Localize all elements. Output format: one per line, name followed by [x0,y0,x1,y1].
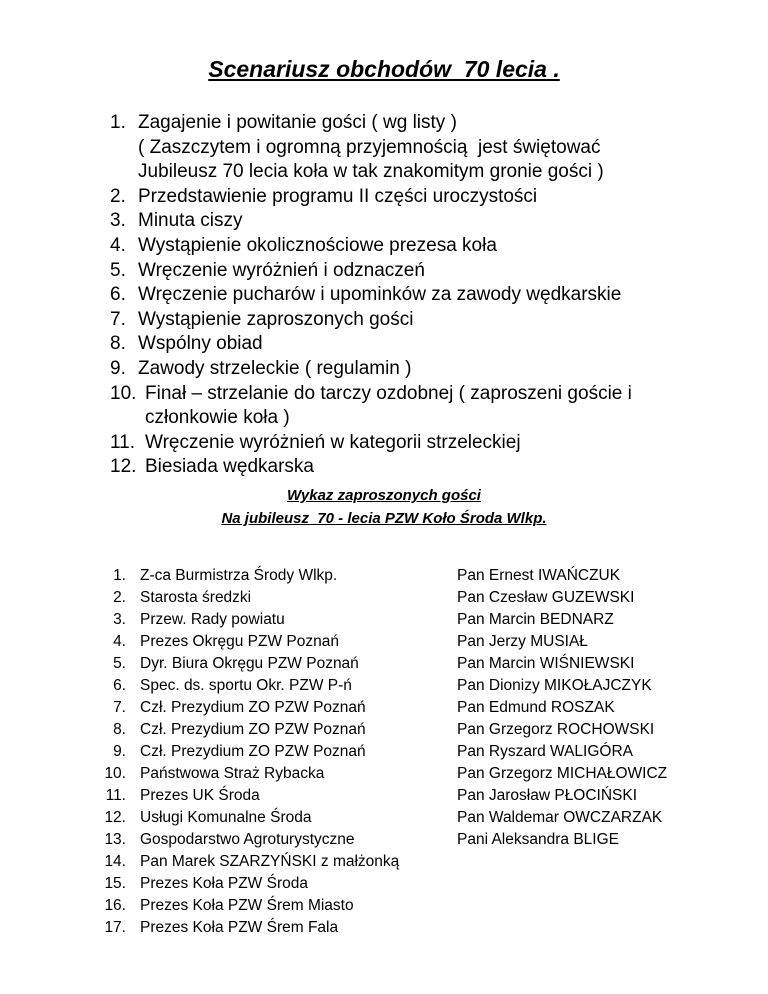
guest-row [70,851,730,873]
program-item-number: 2. [110,185,126,207]
guest-row [70,917,730,939]
guest-organization: Państwowa Straż Rybacka [140,765,325,782]
guest-organization: Prezes UK Środa [140,787,260,804]
guest-number: 5. [113,655,126,672]
guest-number: 12. [104,809,126,826]
program-item [110,111,728,185]
guest-name: Pan Edmund ROSZAK [457,699,615,716]
guest-row [70,807,730,829]
program-item [110,332,728,357]
guest-number: 11. [105,787,126,804]
page-title: Scenariusz obchodów 70 lecia . [208,56,560,82]
program-item [110,357,728,382]
guests-list [70,565,730,939]
program-item-number: 1. [110,112,126,133]
guest-organization: Dyr. Biura Okręgu PZW Poznań [140,655,359,672]
program-list [110,111,735,480]
program-item [110,431,735,456]
guest-name: Pan Czesław GUZEWSKI [457,589,635,606]
program-item-number: 4. [110,234,126,256]
guest-number: 10. [104,765,126,782]
program-item-text: Wystąpienie okolicznościowe prezesa koła [138,234,497,256]
program-item-text: ( Zaszczytem i ogromną przyjemnością jest świętować [138,136,601,158]
guest-number: 1. [113,567,126,584]
guest-organization: Czł. Prezydium ZO PZW Poznań [140,699,366,716]
guest-name: Pan Waldemar OWCZARZAK [457,809,663,826]
guest-name: Pan Grzegorz ROCHOWSKI [457,721,655,738]
guest-row [70,609,730,631]
program-item-number: 6. [110,284,126,306]
guest-organization: Prezes Koła PZW Środa [140,875,308,892]
guest-row [70,829,730,851]
program-item-number: 5. [110,259,126,281]
program-item-text: Przedstawienie programu II części uroczystości [138,185,538,207]
guest-organization: Czł. Prezydium ZO PZW Poznań [140,743,366,760]
guests-subheading: Na jubileusz 70 - lecia PZW Koło Środa Wlkp. [221,510,547,527]
program-item-text: Wspólny obiad [138,333,263,355]
guest-row [70,675,730,697]
guest-number: 17. [104,919,126,936]
guest-name: Pan Marcin BEDNARZ [457,611,614,628]
guest-organization: Z-ca Burmistrza Środy Wlkp. [140,567,338,584]
program-item [110,283,728,308]
guest-name: Pan Grzegorz MICHAŁOWICZ [457,765,668,782]
guest-number: 4. [113,633,126,650]
program-item-number: 7. [110,308,126,330]
guest-organization: Prezes Koła PZW Śrem Miasto [140,897,354,914]
program-item [110,209,728,234]
guest-organization: Pan Marek SZARZYŃSKI z małżonką [140,853,400,870]
guest-name: Pan Marcin WIŚNIEWSKI [457,655,635,672]
guest-name: Pan Dionizy MIKOŁAJCZYK [457,677,652,694]
guest-name: Pan Jarosław PŁOCIŃSKI [457,787,638,804]
guest-organization: Gospodarstwo Agroturystyczne [140,831,355,848]
guest-row [70,763,730,785]
program-item-text: Jubileusz 70 lecia koła w tak znakomitym gronie gości ) [138,161,604,183]
guest-row [70,631,730,653]
guest-number: 3. [113,611,126,628]
guest-row [70,653,730,675]
program-item-text: Wystąpienie zaproszonych gości [138,308,414,330]
guest-row [70,741,730,763]
program-item-number: 9. [110,357,126,379]
guest-row [70,719,730,741]
guest-number: 7. [113,699,126,716]
program-item-text: członkowie koła ) [145,407,290,429]
program-item-text: Wręczenie wyróżnień w kategorii strzeleckiej [145,431,521,453]
guest-organization: Usługi Komunalne Środa [140,809,312,826]
guest-organization: Czł. Prezydium ZO PZW Poznań [140,721,366,738]
program-item-number: 12. [110,456,137,478]
program-item-text: Zawody strzeleckie ( regulamin ) [138,357,412,379]
program-item [110,308,728,333]
guest-number: 14. [104,853,126,870]
guest-number: 9. [113,743,126,760]
program-item-text: Wręczenie pucharów i upominków za zawody wędkarskie [138,284,622,306]
guest-organization: Przew. Rady powiatu [140,611,285,628]
program-item [110,259,728,284]
guest-name: Pan Ernest IWAŃCZUK [457,567,621,584]
guest-number: 6. [113,677,126,694]
program-item-number: 3. [110,210,126,232]
guest-organization: Prezes Koła PZW Śrem Fala [140,919,339,936]
guest-row [70,895,730,917]
guest-name: Pan Ryszard WALIGÓRA [457,743,634,760]
guest-row [70,587,730,609]
program-item [110,185,728,210]
guest-organization: Starosta średzki [140,589,252,606]
program-item [110,382,735,431]
program-item [110,234,728,259]
guest-row [70,873,730,895]
guest-number: 16. [104,897,126,914]
program-item-number: 11. [110,431,136,453]
guest-row [70,697,730,719]
guest-row [70,565,730,587]
guest-organization: Prezes Okręgu PZW Poznań [140,633,339,650]
guest-name: Pani Aleksandra BLIGE [457,831,619,848]
program-item-text: Minuta ciszy [138,210,243,232]
guest-number: 13. [104,831,126,848]
guests-heading: Wykaz zaproszonych gości [287,487,481,504]
guest-organization: Spec. ds. sportu Okr. PZW P-ń [140,677,352,694]
program-item-text: Wręczenie wyróżnień i odznaczeń [138,259,425,281]
program-item-number: 10. [110,382,137,404]
program-item-text: Zagajenie i powitanie gości ( wg listy ) [138,112,457,133]
guest-number: 8. [113,721,126,738]
program-item [110,455,735,480]
guest-row [70,785,730,807]
program-item-number: 8. [110,333,126,355]
program-item-text: Biesiada wędkarska [145,456,314,478]
guest-number: 15. [104,875,126,892]
guest-number: 2. [113,589,126,606]
guest-name: Pan Jerzy MUSIAŁ [457,633,588,650]
program-item-text: Finał – strzelanie do tarczy ozdobnej ( zaproszeni goście i [145,382,632,404]
